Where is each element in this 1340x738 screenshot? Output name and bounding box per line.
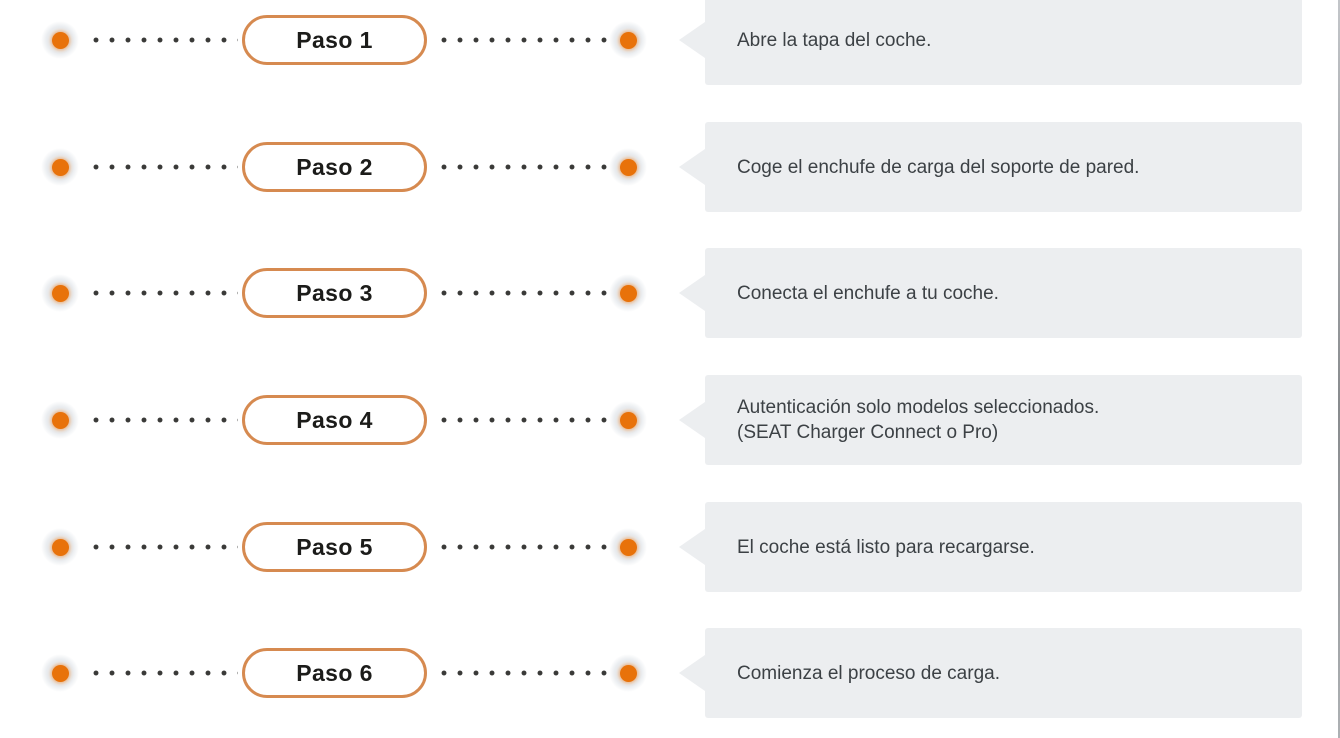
dotted-connector-left (88, 545, 238, 550)
orange-dot-icon (620, 539, 637, 556)
step-pill-3 (242, 268, 427, 318)
step-row-6 (0, 628, 1340, 718)
step-description-line2: (SEAT Charger Connect o Pro) (737, 422, 999, 443)
right-node-dot-icon (609, 274, 647, 312)
orange-dot-icon (52, 32, 69, 49)
left-node-dot-icon (41, 401, 79, 439)
step-description-line1: Comienza el proceso de carga. (737, 662, 1000, 684)
step-pill-label: Paso 1 (296, 26, 373, 53)
right-node-dot-icon (609, 148, 647, 186)
step-pill-1 (242, 15, 427, 65)
right-node-dot-icon (609, 654, 647, 692)
bubble-pointer-icon (679, 149, 705, 185)
step-pill-label: Paso 2 (296, 153, 373, 180)
bubble-pointer-icon (679, 529, 705, 565)
left-node-dot-icon (41, 148, 79, 186)
dotted-connector-right (436, 418, 612, 423)
dotted-connector-right (436, 671, 612, 676)
orange-dot-icon (52, 539, 69, 556)
step-row-3 (0, 248, 1340, 338)
right-node-dot-icon (609, 401, 647, 439)
right-node-dot-icon (609, 21, 647, 59)
step-description-line1: Conecta el enchufe a tu coche. (737, 282, 999, 304)
step-row-2 (0, 122, 1340, 212)
bubble-pointer-icon (679, 22, 705, 58)
step-description-bubble (705, 628, 1302, 718)
step-description-line1: Coge el enchufe de carga del soporte de pared. (737, 156, 1140, 178)
right-node-dot-icon (609, 528, 647, 566)
step-description-line1: Abre la tapa del coche. (737, 29, 932, 51)
orange-dot-icon (620, 32, 637, 49)
bubble-pointer-icon (679, 655, 705, 691)
step-pill-label: Paso 3 (296, 279, 373, 306)
step-description-line1: Autenticación solo modelos seleccionados. (737, 397, 1100, 418)
step-row-1 (0, 0, 1340, 85)
left-node-dot-icon (41, 528, 79, 566)
step-description-bubble (705, 248, 1302, 338)
orange-dot-icon (52, 159, 69, 176)
step-pill-label: Paso 6 (296, 659, 373, 686)
dotted-connector-left (88, 671, 238, 676)
step-description-bubble (705, 0, 1302, 85)
orange-dot-icon (620, 412, 637, 429)
left-node-dot-icon (41, 21, 79, 59)
step-pill-4 (242, 395, 427, 445)
bubble-pointer-icon (679, 275, 705, 311)
dotted-connector-left (88, 38, 238, 43)
step-pill-2 (242, 142, 427, 192)
step-description-bubble (705, 375, 1302, 465)
dotted-connector-left (88, 418, 238, 423)
dotted-connector-right (436, 38, 612, 43)
orange-dot-icon (52, 665, 69, 682)
step-description-bubble (705, 502, 1302, 592)
step-pill-label: Paso 5 (296, 533, 373, 560)
dotted-connector-left (88, 291, 238, 296)
step-description-line1: El coche está listo para recargarse. (737, 536, 1035, 558)
orange-dot-icon (620, 665, 637, 682)
orange-dot-icon (620, 159, 637, 176)
dotted-connector-right (436, 291, 612, 296)
step-pill-label: Paso 4 (296, 406, 373, 433)
bubble-pointer-icon (679, 402, 705, 438)
step-row-4 (0, 375, 1340, 465)
orange-dot-icon (620, 285, 637, 302)
step-pill-5 (242, 522, 427, 572)
dotted-connector-right (436, 165, 612, 170)
left-node-dot-icon (41, 274, 79, 312)
orange-dot-icon (52, 285, 69, 302)
step-row-5 (0, 502, 1340, 592)
step-pill-6 (242, 648, 427, 698)
orange-dot-icon (52, 412, 69, 429)
left-node-dot-icon (41, 654, 79, 692)
dotted-connector-left (88, 165, 238, 170)
step-description-bubble (705, 122, 1302, 212)
dotted-connector-right (436, 545, 612, 550)
